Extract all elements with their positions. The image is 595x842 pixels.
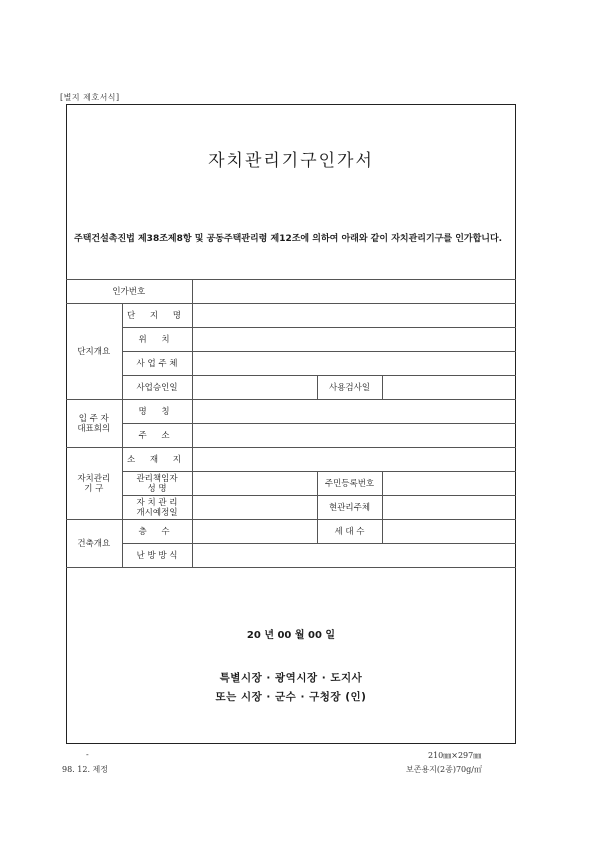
footer-dash: - — [86, 750, 89, 759]
floors-label: 층 수 — [122, 520, 192, 544]
location-value[interactable] — [192, 328, 516, 352]
start-date-label-line2: 개시예정일 — [136, 507, 178, 518]
complex-name-value[interactable] — [192, 304, 516, 328]
complex-overview-label: 단지개요 — [66, 304, 122, 400]
complex-name-label: 단 지 명 — [122, 304, 192, 328]
business-entity-label: 사 업 주 체 — [122, 352, 192, 376]
issue-date: 20 년 00 월 00 일 — [246, 630, 336, 641]
approval-number-value[interactable] — [192, 280, 516, 304]
manager-label — [122, 472, 192, 496]
rep-address-value[interactable] — [192, 424, 516, 448]
rep-name-value[interactable] — [192, 400, 516, 424]
issuing-authority-line1: 특별시장 · 광역시장 · 도지사 — [219, 672, 363, 684]
approval-number-label: 인가번호 — [66, 280, 192, 304]
resident-reg-no-label: 주민등록번호 — [317, 472, 382, 496]
table-row — [66, 520, 516, 544]
form-number-label: [별지 제호서식] — [60, 93, 120, 102]
table-row — [66, 376, 516, 400]
seat-label: 소 재 지 — [122, 448, 192, 472]
manager-label-line1: 관리책임자 — [136, 473, 178, 484]
start-date-label — [122, 496, 192, 520]
table-row — [66, 472, 516, 496]
seat-value[interactable] — [192, 448, 516, 472]
revision-label: 98. 12. 제정 — [62, 765, 108, 774]
paper-type-label: 보존용지(2종)70g/㎡ — [406, 765, 482, 774]
rep-name-label: 명 칭 — [122, 400, 192, 424]
resident-reg-no-value[interactable] — [382, 472, 516, 496]
self-management-org-label-line2: 기 구 — [84, 483, 104, 494]
heating-label: 난 방 방 식 — [122, 544, 192, 568]
floors-value[interactable] — [192, 520, 317, 544]
business-entity-value[interactable] — [192, 352, 516, 376]
table-row — [66, 448, 516, 472]
manager-label-line2: 성 명 — [147, 483, 167, 494]
start-date-value[interactable] — [192, 496, 317, 520]
table-row — [66, 304, 516, 328]
heating-value[interactable] — [192, 544, 516, 568]
location-label: 위 치 — [122, 328, 192, 352]
table-row — [66, 400, 516, 424]
use-inspection-date-label: 사용검사일 — [317, 376, 382, 400]
start-date-label-line1: 자 치 관 리 — [136, 497, 178, 508]
use-inspection-date-value[interactable] — [382, 376, 516, 400]
table-row — [66, 544, 516, 568]
households-label: 세 대 수 — [317, 520, 382, 544]
current-manager-value[interactable] — [382, 496, 516, 520]
current-manager-label: 현관리주체 — [317, 496, 382, 520]
document-title: 자치관리기구인가서 — [208, 151, 374, 171]
households-value[interactable] — [382, 520, 516, 544]
approval-date-value[interactable] — [192, 376, 317, 400]
paper-size-label: 210㎜×297㎜ — [428, 751, 482, 760]
self-management-org-label-line1: 자치관리 — [77, 473, 111, 484]
building-overview-label: 건축개요 — [66, 520, 122, 568]
residents-rep-label-line1: 입 주 자 — [78, 413, 109, 424]
table-row — [66, 352, 516, 376]
rep-address-label: 주 소 — [122, 424, 192, 448]
manager-name-value[interactable] — [192, 472, 317, 496]
table-row — [66, 280, 516, 304]
residents-rep-label — [66, 400, 122, 448]
self-management-org-label — [66, 448, 122, 520]
approval-date-label: 사업승인일 — [122, 376, 192, 400]
issuing-authority-line2: 또는 시장 · 군수 · 구청장 (인) — [215, 691, 367, 703]
intro-paragraph: 주택건설촉진법 제38조제8항 및 공동주택관리령 제12조에 의하여 아래와 같이 자치관리기구를 인가합니다. — [74, 234, 503, 244]
application-table — [66, 279, 516, 568]
table-row — [66, 328, 516, 352]
residents-rep-label-line2: 대표회의 — [77, 423, 111, 434]
table-row — [66, 424, 516, 448]
table-row — [66, 496, 516, 520]
